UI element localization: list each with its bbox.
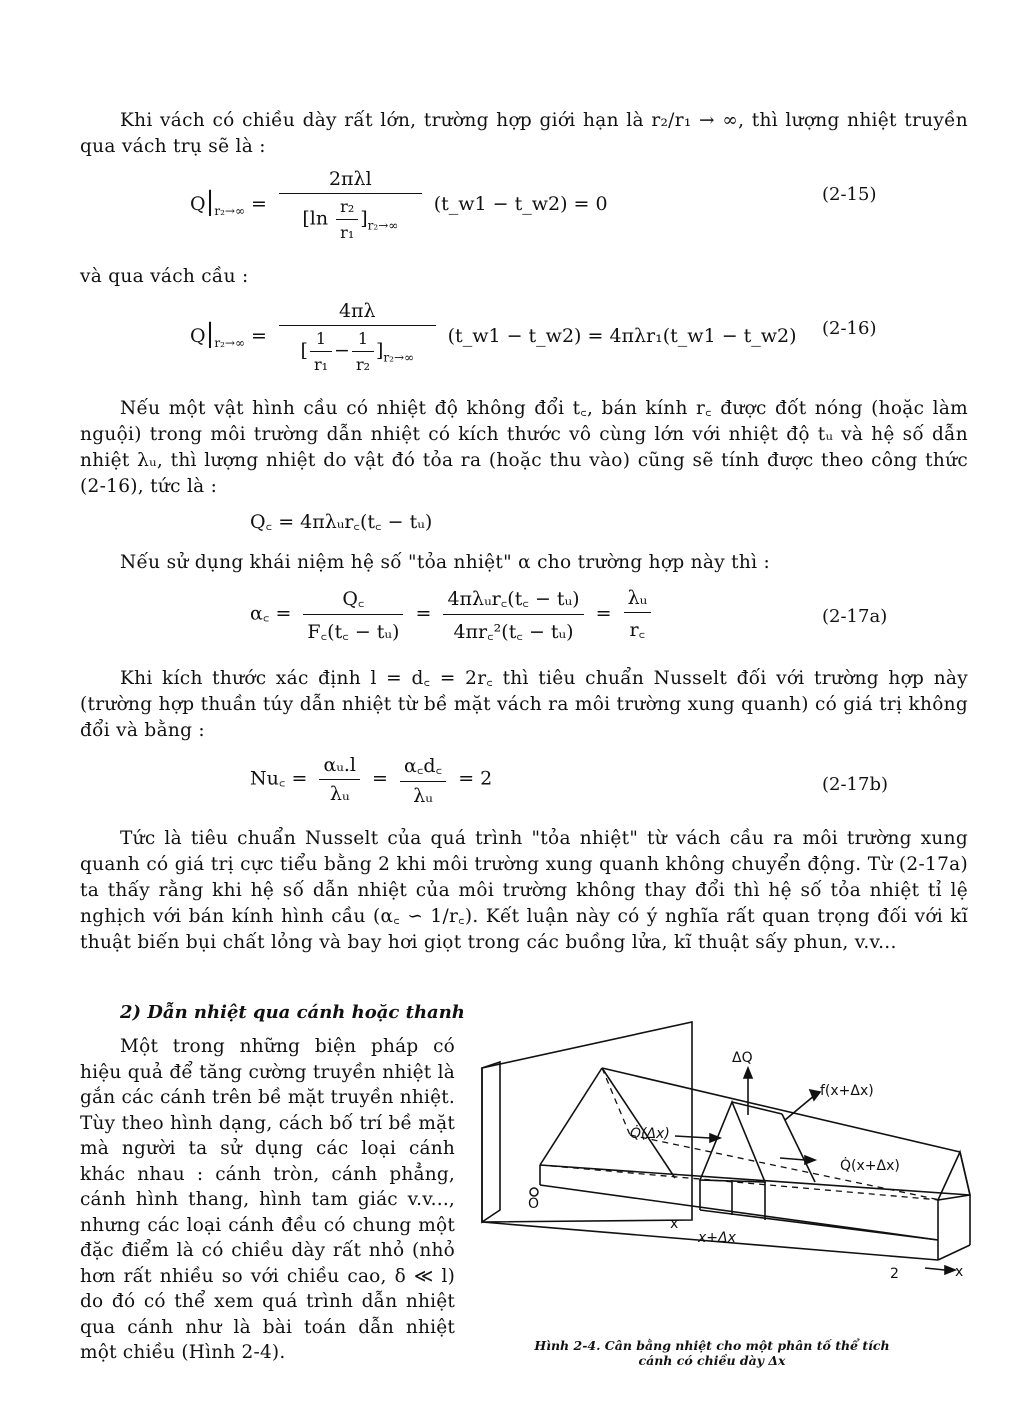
paragraph-nusselt: Khi kích thước xác định l = d꜀ = 2r꜀ thì tiêu chuẩn Nusselt đối với trường hợp này (trường hợp thuần túy dẫn nhiệt từ bề mặt vách ra môi trường xung quanh) có giá trị không đổi và bằng : <box>80 668 968 741</box>
label-origin: O <box>528 1196 540 1212</box>
paragraph-sphere-body: Nếu một vật hình cầu có nhiệt độ không đổi t꜀, bán kính r꜀ được đốt nóng (hoặc làm nguội) trong môi trường dẫn nhiệt có kích thước vô cùng lớn với nhiệt độ tᵤ và hệ số dẫn nhiệt λᵤ, thì lượng nhiệt do vật đó tỏa ra (hoặc thu vào) cũng sẽ tính được theo công thức (2-16), tức là : <box>80 398 968 497</box>
label-x-dx: x+Δx <box>698 1230 736 1246</box>
paragraph-sphere-wall: và qua vách cầu : <box>80 266 249 287</box>
wall-side <box>482 1062 500 1222</box>
equation-2-17a: α꜀ = $\frac{Q꜀}{\text{F꜀(t꜀ − tᵤ)}}$ = $\frac{\text{4πλᵤr꜀(t꜀ − tᵤ)}}{\text{4πr꜀²(t꜀ − tᵤ)}}$ = $\frac{\text{λᵤ}}{r꜀}$ <box>250 585 657 644</box>
caption-line-2: cánh có chiều dày Δx <box>638 1353 786 1368</box>
equation-2-16: $Q|_{r_2\to\infty}$ = 4πλ [ $\frac{1}{\text{r₁}}$ − $\frac{1}{\text{r₂}}$ ]$_{r_2\to\infty}$ (t_w1 − t_w2) = 4πλr₁(t_w1 − t_w2) <box>190 300 797 374</box>
fin-figure <box>470 1010 980 1330</box>
label-two: 2 <box>890 1266 899 1282</box>
paragraph-conclusion: Tức là tiêu chuẩn Nusselt của quá trình "tỏa nhiệt" từ vách cầu ra môi trường xung quanh có giá trị cực tiểu bằng 2 khi môi trường xung quanh không chuyển động. Từ (2-17a) ta thấy rằng khi hệ số dẫn nhiệt của môi trường không thay đổi thì hệ số tỏa nhiệt tỉ lệ nghịch với bán kính hình cầu (α꜀ ∽ 1/r꜀). Kết luận này có ý nghĩa rất quan trọng đối với kĩ thuật biến bụi chất lỏng và bay hơi giọt trong các buồng lửa, kĩ thuật sấy phun, v.v... <box>80 828 968 953</box>
paragraph-thick-wall: Khi vách có chiều dày rất lớn, trường hợp giới hạn là r₂/r₁ → ∞, thì lượng nhiệt truyền qua vách trụ sẽ là : <box>80 110 968 157</box>
paragraph-heat-transfer-coefficient: Nếu sử dụng khái niệm hệ số "tỏa nhiệt" α cho trường hợp này thì : <box>120 552 771 573</box>
equation-2-15: $Q|_{r_2\to\infty}$ = 2πλl [ln $\frac{\text{r₂}}{\text{r₁}}$ ]$_{r_2\to\infty}$ (t_w1 − t_w2) = 0 <box>190 168 608 242</box>
label-delta-q: ΔQ <box>732 1050 753 1066</box>
section-heading: 2) Dẫn nhiệt qua cánh hoặc thanh <box>120 1002 465 1023</box>
caption-line-1: Hình 2-4. Cân bằng nhiệt cho một phân tố thể tích <box>534 1338 890 1353</box>
equation-2-17b: Nu꜀ = $\frac{\text{αᵤ.l}}{\text{λᵤ}}$ = $\frac{\alpha꜀d꜀}{\text{λᵤ}}$ = 2 <box>250 754 493 807</box>
figure-caption <box>492 1338 932 1368</box>
label-q-dx: Q̇(Δx) <box>630 1126 670 1142</box>
label-x-axis: x <box>955 1264 964 1280</box>
label-x: x <box>670 1216 679 1232</box>
equation-label-2-15: (2-15) <box>822 184 877 205</box>
label-fx: f(x+Δx) <box>820 1083 874 1099</box>
equation-label-2-17b: (2-17b) <box>822 774 889 795</box>
label-q-x-dx: Q̇(x+Δx) <box>840 1158 900 1174</box>
equation-label-2-17a: (2-17a) <box>822 606 888 627</box>
section-body: Một trong những biện pháp có hiệu quả để tăng cường truyền nhiệt là gắn các cánh trên bề mặt truyền nhiệt. Tùy theo hình dạng, cách bố trí bề mặt mà người ta sử dụng các loại cánh khác nhau : cánh tròn, cánh phẳng, cánh hình thang, hình tam giác v.v..., nhưng các loại cánh đều có chung một đặc điểm là có chiều dày rất nhỏ (nhỏ hơn rất nhiều so với chiều cao, δ ≪ l) do đó có thể xem quá trình dẫn nhiệt qua cánh như là bài toán dẫn nhiệt một chiều (Hình 2-4). <box>80 1036 455 1363</box>
equation-qc: Q꜀ = 4πλᵤr꜀(t꜀ − tᵤ) <box>250 511 433 533</box>
equation-label-2-16: (2-16) <box>822 318 877 339</box>
